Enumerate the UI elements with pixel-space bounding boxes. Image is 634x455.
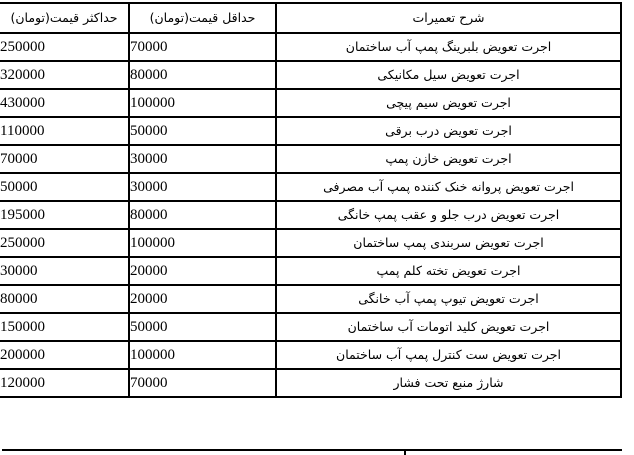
table-row <box>0 230 620 258</box>
table-row <box>0 342 620 370</box>
table-row <box>0 146 620 174</box>
cell-description: اجرت تعویض بلبرینگ پمپ آب ساختمان <box>275 34 620 62</box>
column-header-max-price: حداکثر قیمت(تومان) <box>0 4 128 34</box>
cell-description: اجرت تعویض درب جلو و عقب پمپ خانگی <box>275 202 620 230</box>
table-row <box>0 34 620 62</box>
cell-min-price: 100000 <box>128 342 275 370</box>
next-table-top-border <box>2 449 622 451</box>
cell-max-price: 80000 <box>0 286 128 314</box>
cell-max-price: 250000 <box>0 230 128 258</box>
cell-max-price: 200000 <box>0 342 128 370</box>
cell-min-price: 20000 <box>128 258 275 286</box>
cell-min-price: 100000 <box>128 90 275 118</box>
cell-description: اجرت تعویض ست کنترل پمپ آب ساختمان <box>275 342 620 370</box>
cell-description: اجرت تعویض سیم پیچی <box>275 90 620 118</box>
cell-max-price: 50000 <box>0 174 128 202</box>
cell-description: اجرت تعویض درب برقی <box>275 118 620 146</box>
cell-min-price: 30000 <box>128 174 275 202</box>
cell-min-price: 50000 <box>128 314 275 342</box>
cell-min-price: 80000 <box>128 62 275 90</box>
cell-description: اجرت تعویض پروانه خنک کننده پمپ آب مصرفی <box>275 174 620 202</box>
cell-max-price: 110000 <box>0 118 128 146</box>
cell-min-price: 70000 <box>128 370 275 398</box>
repair-price-table <box>0 2 622 398</box>
cell-max-price: 70000 <box>0 146 128 174</box>
cell-min-price: 20000 <box>128 286 275 314</box>
column-header-min-price: حداقل قیمت(تومان) <box>128 4 275 34</box>
cell-min-price: 30000 <box>128 146 275 174</box>
cell-max-price: 195000 <box>0 202 128 230</box>
cell-description: اجرت تعویض کلید اتومات آب ساختمان <box>275 314 620 342</box>
cell-description: اجرت تعویض خازن پمپ <box>275 146 620 174</box>
table-row <box>0 62 620 90</box>
cell-min-price: 100000 <box>128 230 275 258</box>
cell-description: اجرت تعویض سیل مکانیکی <box>275 62 620 90</box>
cell-description: اجرت تعویض تیوپ پمپ آب خانگی <box>275 286 620 314</box>
cell-max-price: 150000 <box>0 314 128 342</box>
cell-description: اجرت تعویض سربندی پمپ ساختمان <box>275 230 620 258</box>
cell-max-price: 320000 <box>0 62 128 90</box>
cell-max-price: 30000 <box>0 258 128 286</box>
table-header-row <box>0 4 620 34</box>
table-row <box>0 118 620 146</box>
cell-min-price: 70000 <box>128 34 275 62</box>
table-row <box>0 258 620 286</box>
table-row <box>0 370 620 398</box>
table-row <box>0 314 620 342</box>
table-row <box>0 174 620 202</box>
cell-max-price: 250000 <box>0 34 128 62</box>
table-row <box>0 286 620 314</box>
table-header <box>0 4 620 34</box>
price-table-container <box>2 2 622 398</box>
cell-min-price: 80000 <box>128 202 275 230</box>
cell-description: اجرت تعویض تخته کلم پمپ <box>275 258 620 286</box>
table-row <box>0 90 620 118</box>
cell-description: شارژ منبع تحت فشار <box>275 370 620 398</box>
table-body <box>0 34 620 398</box>
cell-max-price: 430000 <box>0 90 128 118</box>
table-row <box>0 202 620 230</box>
cell-min-price: 50000 <box>128 118 275 146</box>
cell-max-price: 120000 <box>0 370 128 398</box>
column-header-description: شرح تعمیرات <box>275 4 620 34</box>
next-table-column-divider <box>404 451 406 455</box>
